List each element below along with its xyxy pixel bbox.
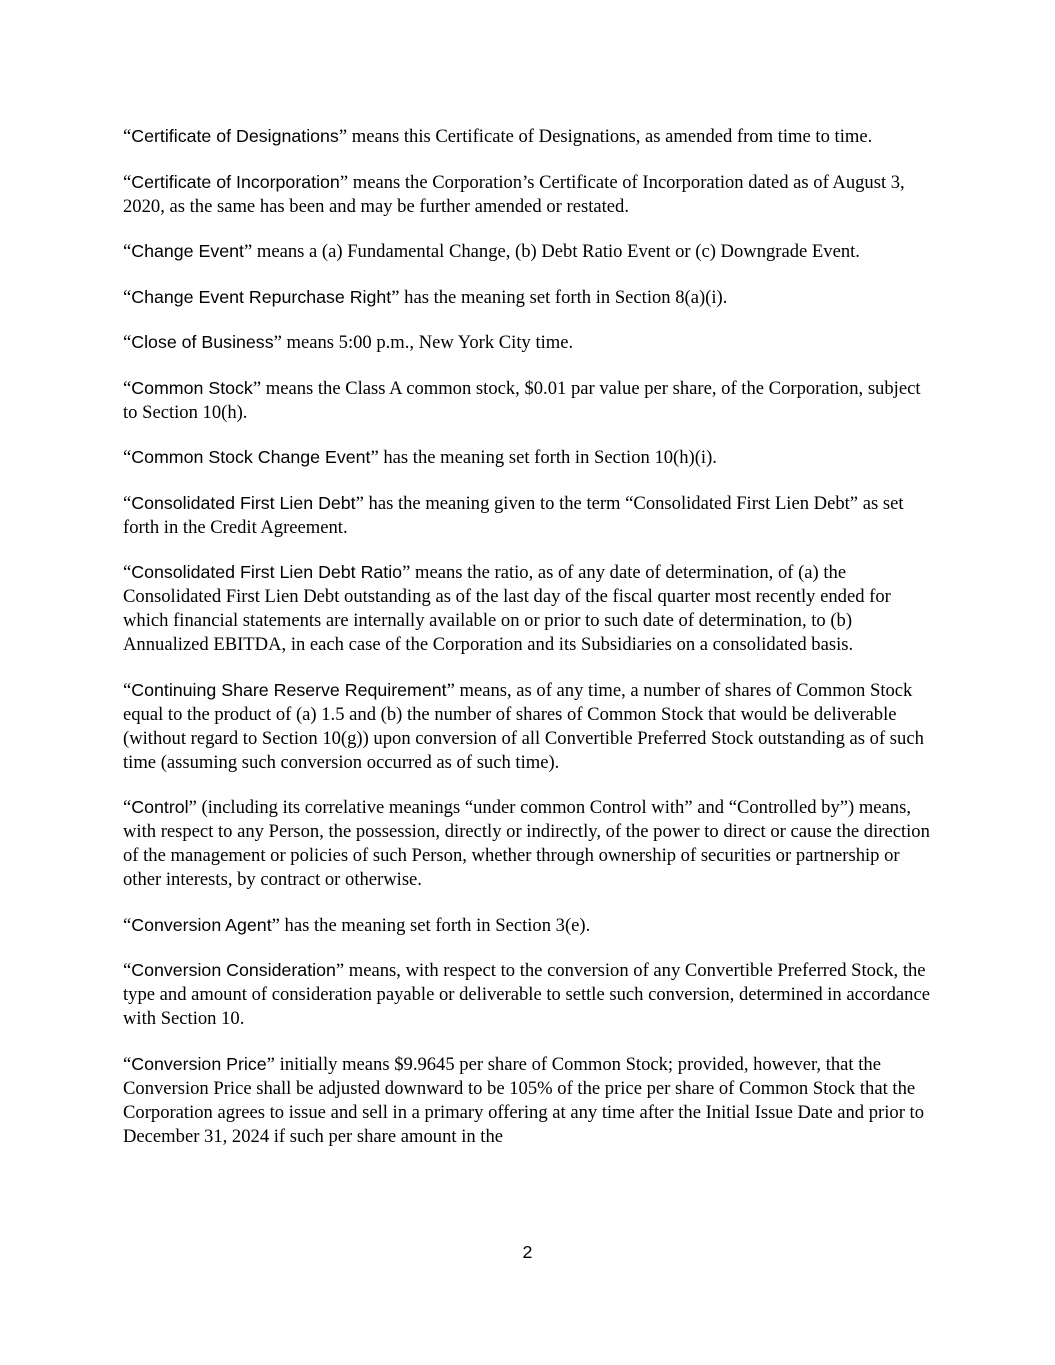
definition-text: means the Class A common stock, $0.01 par value per share, of the Corporation, subject to Section 10(h). [123,377,921,423]
definition-certificate-of-designations: “Certificate of Designations” means this Certificate of Designations, as amended from time to time. [123,126,873,147]
definition-text: has the meaning set forth in Section 10(h)(i). [378,447,717,468]
definition-common-stock: “Common Stock” means the Class A common stock, $0.01 par value per share, of the Corporation, subject to Section 10(h). [123,377,921,423]
definition-text: means, with respect to the conversion of any Convertible Preferred Stock, the type and amount of consideration payable or deliverable to settle such conversion, determined in accordance with Section 10. [123,960,930,1029]
document-page [123,124,933,1169]
definition-close-of-business: “Close of Business” means 5:00 p.m., New York City time. [123,332,574,353]
defined-term: Change Event [131,241,244,261]
definition-text: has the meaning given to the term “Consolidated First Lien Debt” as set forth in the Credit Agreement. [123,492,904,538]
defined-term: Common Stock Change Event [131,447,371,467]
definition-text: (including its correlative meanings “under common Control with” and “Controlled by”) means, with respect to any Person, the possession, directly or indirectly, of the power to direct or cause the direction of the management or policies of such Person, whether through ownership of securities or partnership or other interests, by contract or otherwise. [123,797,930,890]
definition-text: initially means $9.9645 per share of Common Stock; provided, however, that the Conversion Price shall be adjusted downward to be 105% of the price per share of Common Stock that the Corporation agrees to issue and sell in a primary offering at any time after the Initial Issue Date and prior to December 31, 2024 if such per share amount in the [123,1053,925,1147]
definition-certificate-of-incorporation: “Certificate of Incorporation” means the Corporation’s Certificate of Incorporation dated as of August 3, 2020, as the same has been and may be further amended or restated. [123,171,905,217]
definition-consolidated-first-lien-debt-ratio: “Consolidated First Lien Debt Ratio” means the ratio, as of any date of determination, of (a) the Consolidated First Lien Debt outstanding as of the last day of the fiscal quarter most recently ended for which financial statements are internally available on or prior to such date of determination, to (b) Annualized EBITDA, in each case of the Corporation and its Subsidiaries on a consolidated basis. [123,562,891,655]
definition-text: means the ratio, as of any date of determination, of (a) the Consolidated First Lien Debt outstanding as of the last day of the fiscal quarter most recently ended for which financial statements are internally available on or prior to such date of determination, to (b) Annualized EBITDA, in each case of the Corporation and its Subsidiaries on a consolidated basis. [123,562,891,655]
definition-text: means, as of any time, a number of shares of Common Stock equal to the product of (a) 1.5 and (b) the number of shares of Common Stock that would be deliverable (without regard to Section 10(g)) upon conversion of all Convertible Preferred Stock outstanding as of such time (assuming such conversion occurred as of such time). [123,679,924,773]
defined-term: Consolidated First Lien Debt Ratio [131,562,403,582]
page-number: 2 [522,1242,533,1262]
definition-text: has the meaning set forth in Section 3(e). [279,914,591,936]
definition-change-event-repurchase-right: “Change Event Repurchase Right” has the meaning set forth in Section 8(a)(i). [123,286,728,308]
definition-conversion-agent: “Conversion Agent” has the meaning set forth in Section 3(e). [123,914,591,936]
definition-change-event: “Change Event” means a (a) Fundamental Change, (b) Debt Ratio Event or (c) Downgrade Event. [123,241,860,262]
defined-term: Control [131,797,189,817]
defined-term: Certificate of Incorporation [131,171,340,192]
definition-text: means this Certificate of Designations, as amended from time to time. [347,126,873,147]
definition-control: “Control” (including its correlative meanings “under common Control with” and “Controlled by”) means, with respect to any Person, the possession, directly or indirectly, of the power to direct or cause the direction of the management or policies of such Person, whether through ownership of securities or partnership or other interests, by contract or otherwise. [123,797,930,890]
defined-term: Close of Business [131,332,274,352]
definition-text: means 5:00 p.m., New York City time. [281,332,574,353]
definition-continuing-share-reserve-requirement: “Continuing Share Reserve Requirement” means, as of any time, a number of shares of Common Stock equal to the product of (a) 1.5 and (b) the number of shares of Common Stock that would be deliverable (without regard to Section 10(g)) upon conversion of all Convertible Preferred Stock outstanding as of such time (assuming such conversion occurred as of such time). [123,679,924,773]
defined-term: Change Event Repurchase Right [131,286,392,307]
definition-consolidated-first-lien-debt: “Consolidated First Lien Debt” has the meaning given to the term “Consolidated First Lien Debt” as set forth in the Credit Agreement. [123,492,904,538]
definition-common-stock-change-event: “Common Stock Change Event” has the meaning set forth in Section 10(h)(i). [123,447,717,468]
definition-text: means a (a) Fundamental Change, (b) Debt Ratio Event or (c) Downgrade Event. [252,241,860,262]
definition-conversion-consideration: “Conversion Consideration” means, with respect to the conversion of any Convertible Preferred Stock, the type and amount of consideration payable or deliverable to settle such conversion, determined in accordance with Section 10. [123,960,930,1029]
defined-term: Consolidated First Lien Debt [131,492,356,513]
defined-term: Common Stock [131,377,253,398]
defined-term: Continuing Share Reserve Requirement [131,679,447,700]
defined-term: Conversion Price [131,1053,267,1074]
definition-text: means the Corporation’s Certificate of Incorporation dated as of August 3, 2020, as the same has been and may be further amended or restated. [123,171,905,217]
defined-term: Certificate of Designations [131,126,339,146]
defined-term: Conversion Consideration [131,960,336,980]
definition-text: has the meaning set forth in Section 8(a)(i). [399,286,728,308]
defined-term: Conversion Agent [131,914,272,935]
definition-conversion-price: “Conversion Price” initially means $9.9645 per share of Common Stock; provided, however, that the Conversion Price shall be adjusted downward to be 105% of the price per share of Common Stock that the Corporation agrees to issue and sell in a primary offering at any time after the Initial Issue Date and prior to December 31, 2024 if such per share amount in the [123,1053,925,1147]
